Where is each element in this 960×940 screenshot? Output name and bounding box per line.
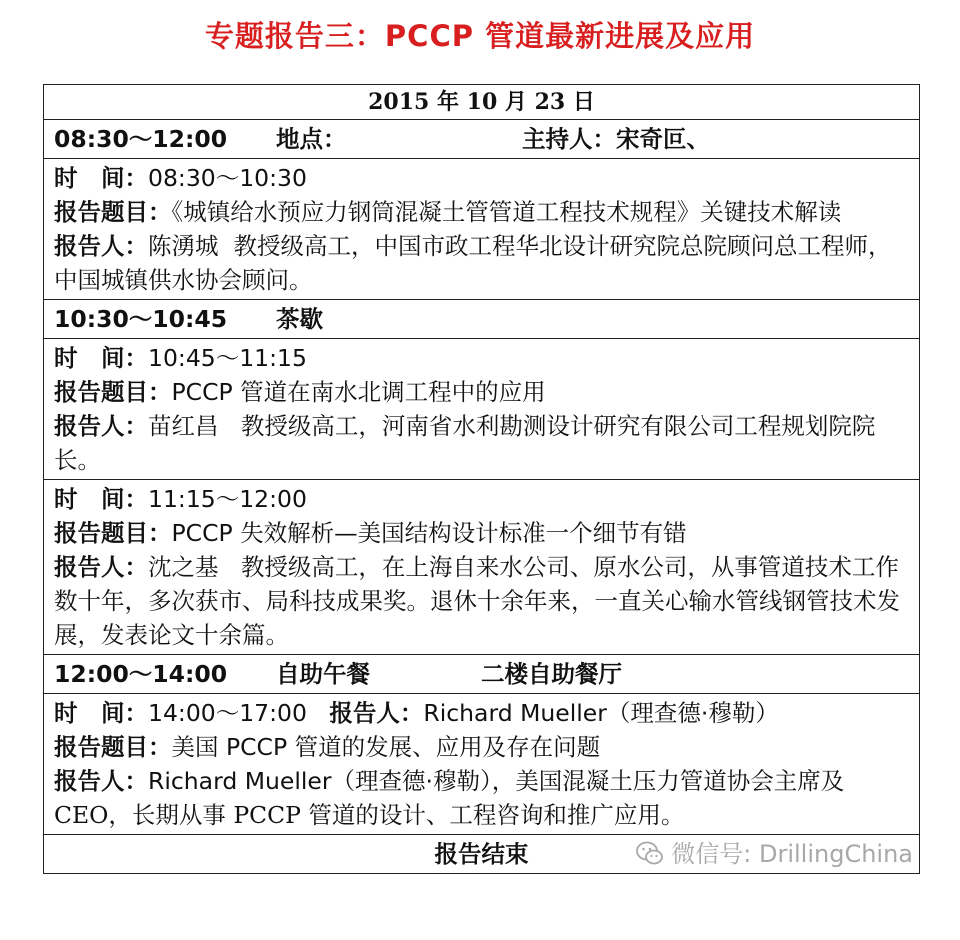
talk-row <box>44 694 920 835</box>
host-name: 宋奇叵、 <box>616 125 710 153</box>
break-row <box>44 300 920 339</box>
speaker-name: 沈之基 <box>148 553 219 581</box>
break-label: 自助午餐 <box>276 660 370 688</box>
break-row <box>44 655 920 694</box>
speaker-inline-name: Richard Mueller（理查德·穆勒） <box>423 699 779 727</box>
break-time: 10:30～10:45 <box>54 305 228 333</box>
topic-label: 报告题目： <box>54 733 172 761</box>
date-row <box>44 85 920 120</box>
talk-row <box>44 480 920 655</box>
speaker-bio: 教授级高工，中国市政工程华北设计研究院总院顾问总工程师，中国城镇供水协会顾问。 <box>54 232 892 294</box>
topic-label: 报告题目： <box>54 198 172 226</box>
speaker-label: 报告人： <box>54 232 148 260</box>
speaker-bio: 美国混凝土压力管道协会主席及 CEO，长期从事 PCCP 管道的设计、工程咨询和推广应用。 <box>54 767 845 829</box>
break-time: 12:00～14:00 <box>54 660 228 688</box>
speaker-inline-label: 报告人： <box>329 699 424 727</box>
speaker-name: 苗红昌 <box>148 412 219 440</box>
location-label: 地点： <box>276 125 347 153</box>
speaker-bio: 教授级高工，河南省水利勘测设计研究有限公司工程规划院院长。 <box>54 412 876 474</box>
speaker-bio: 教授级高工，在上海自来水公司、原水公司，从事管道技术工作数十年，多次获市、局科技成果奖。退休十余年来，一直关心输水管线钢管技术发展，发表论文十余篇。 <box>54 553 900 649</box>
talk-topic: PCCP 失效解析—美国结构设计标准一个细节有错 <box>171 519 687 547</box>
talk-time: 10:45～11:15 <box>148 344 307 372</box>
talk-topic: 美国 PCCP 管道的发展、应用及存在问题 <box>171 733 601 761</box>
host-label: 主持人： <box>522 125 616 153</box>
speaker-label: 报告人： <box>54 412 148 440</box>
wechat-icon <box>635 839 665 869</box>
watermark-text: 微信号: DrillingChina <box>671 840 913 868</box>
watermark <box>635 837 913 871</box>
date: 2015 年 10 月 23 日 <box>44 85 920 120</box>
speaker-name: 陈湧城 <box>148 232 219 260</box>
talk-row <box>44 339 920 480</box>
speaker-name: Richard Mueller（理查德·穆勒）， <box>148 767 516 795</box>
session-time: 08:30～12:00 <box>54 125 228 153</box>
talk-time: 14:00～17:00 <box>148 699 307 727</box>
time-label: 时 间： <box>54 485 148 513</box>
talk-row <box>44 159 920 300</box>
end-row <box>44 835 920 874</box>
page-title: 专题报告三：PCCP 管道最新进展及应用 <box>204 19 756 53</box>
end-label: 报告结束 <box>434 840 529 868</box>
topic-label: 报告题目： <box>54 519 172 547</box>
time-label: 时 间： <box>54 699 148 727</box>
break-place: 二楼自助餐厅 <box>481 660 622 688</box>
schedule-table <box>43 84 920 874</box>
topic-label: 报告题目： <box>54 378 172 406</box>
time-label: 时 间： <box>54 344 148 372</box>
session-header-row <box>44 120 920 159</box>
break-label: 茶歇 <box>276 305 323 333</box>
time-label: 时 间： <box>54 164 148 192</box>
talk-time: 11:15～12:00 <box>148 485 307 513</box>
speaker-label: 报告人： <box>54 553 148 581</box>
speaker-label: 报告人： <box>54 767 148 795</box>
talk-topic: PCCP 管道在南水北调工程中的应用 <box>171 378 546 406</box>
talk-topic: 《城镇给水预应力钢筒混凝土管管道工程技术规程》关键技术解读 <box>171 198 842 226</box>
talk-time: 08:30～10:30 <box>148 164 307 192</box>
